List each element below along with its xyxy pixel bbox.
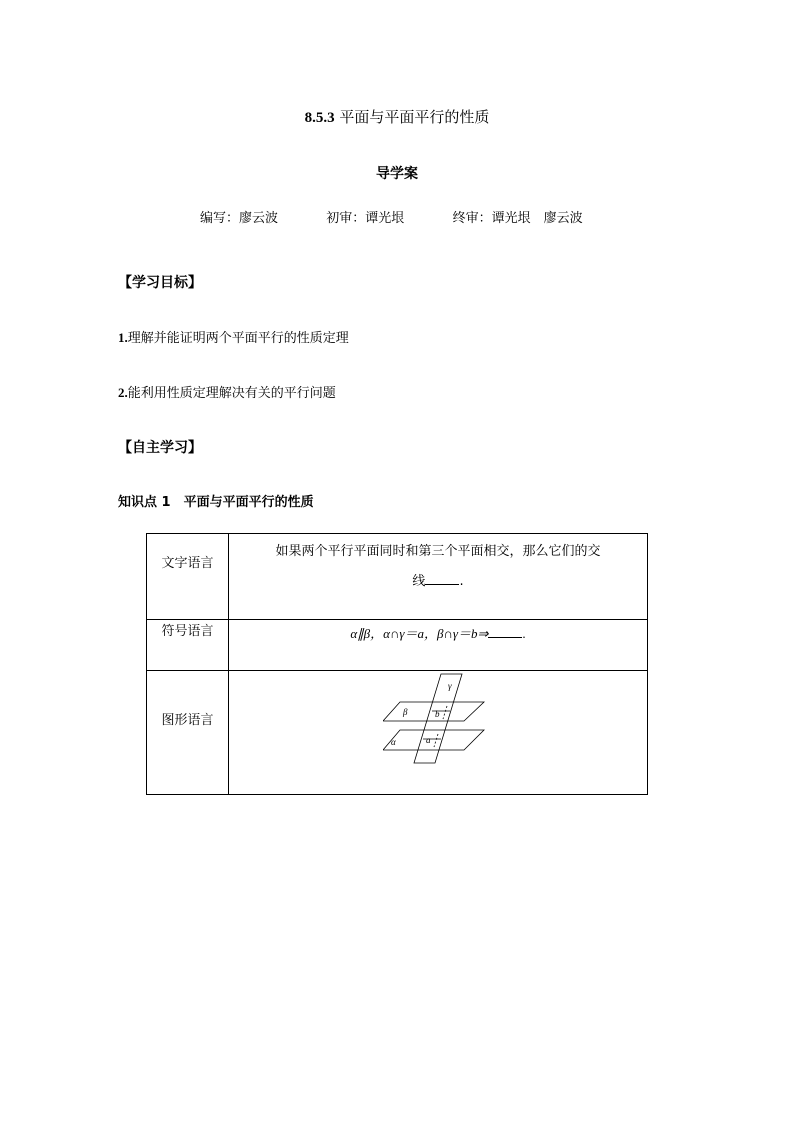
label-a: a bbox=[426, 735, 431, 745]
title-number: 8.5.3 bbox=[304, 110, 335, 126]
title-text: 平面与平面平行的性质 bbox=[339, 108, 490, 126]
authors-line bbox=[200, 207, 583, 226]
self-study-heading: 【自主学习】 bbox=[118, 440, 202, 456]
writer: 编写：廖云波 bbox=[200, 211, 279, 226]
table-row bbox=[147, 620, 648, 671]
answer-blank[interactable] bbox=[488, 623, 522, 638]
label-alpha: α bbox=[391, 737, 396, 747]
first-review: 初审：谭光垠 bbox=[326, 211, 405, 226]
final-review: 终审：谭光垠 廖云波 bbox=[452, 211, 583, 226]
goal-2-text: 能利用性质定理解决有关的平行问题 bbox=[127, 386, 336, 401]
goal-2 bbox=[118, 382, 336, 401]
label-beta: β bbox=[403, 707, 408, 717]
goal-2-num: 2. bbox=[118, 385, 128, 400]
plane-alpha bbox=[383, 730, 484, 750]
text-line-2: 线 . bbox=[235, 567, 641, 597]
row-label: 符号语言 bbox=[147, 620, 229, 671]
parallel-planes-figure bbox=[383, 673, 493, 768]
symbol-expression: α∥β，α∩γ＝a，β∩γ＝b⇒ bbox=[350, 626, 489, 641]
goal-1 bbox=[118, 327, 349, 346]
page-title bbox=[0, 106, 794, 127]
answer-blank[interactable] bbox=[425, 570, 459, 585]
row-label: 文字语言 bbox=[147, 534, 229, 620]
table-row bbox=[147, 534, 648, 620]
property-table bbox=[146, 533, 648, 795]
figure-language-cell bbox=[229, 671, 648, 795]
goal-1-text: 理解并能证明两个平面平行的性质定理 bbox=[127, 331, 349, 346]
subtitle: 导学案 bbox=[376, 166, 418, 182]
goals-heading: 【学习目标】 bbox=[118, 275, 202, 291]
text-line-1: 如果两个平行平面同时和第三个平面相交，那么它们的交 bbox=[275, 544, 601, 559]
knowledge-point-title: 知识点 1 平面与平面平行的性质 bbox=[118, 495, 314, 510]
goal-1-num: 1. bbox=[118, 330, 128, 345]
label-gamma: γ bbox=[448, 681, 452, 691]
symbol-language-cell: α∥β，α∩γ＝a，β∩γ＝b⇒ . bbox=[229, 620, 648, 671]
row-label: 图形语言 bbox=[147, 671, 229, 795]
label-b: b bbox=[435, 709, 440, 719]
plane-beta bbox=[383, 702, 484, 721]
text-language-cell bbox=[229, 534, 648, 620]
table-row bbox=[147, 671, 648, 795]
